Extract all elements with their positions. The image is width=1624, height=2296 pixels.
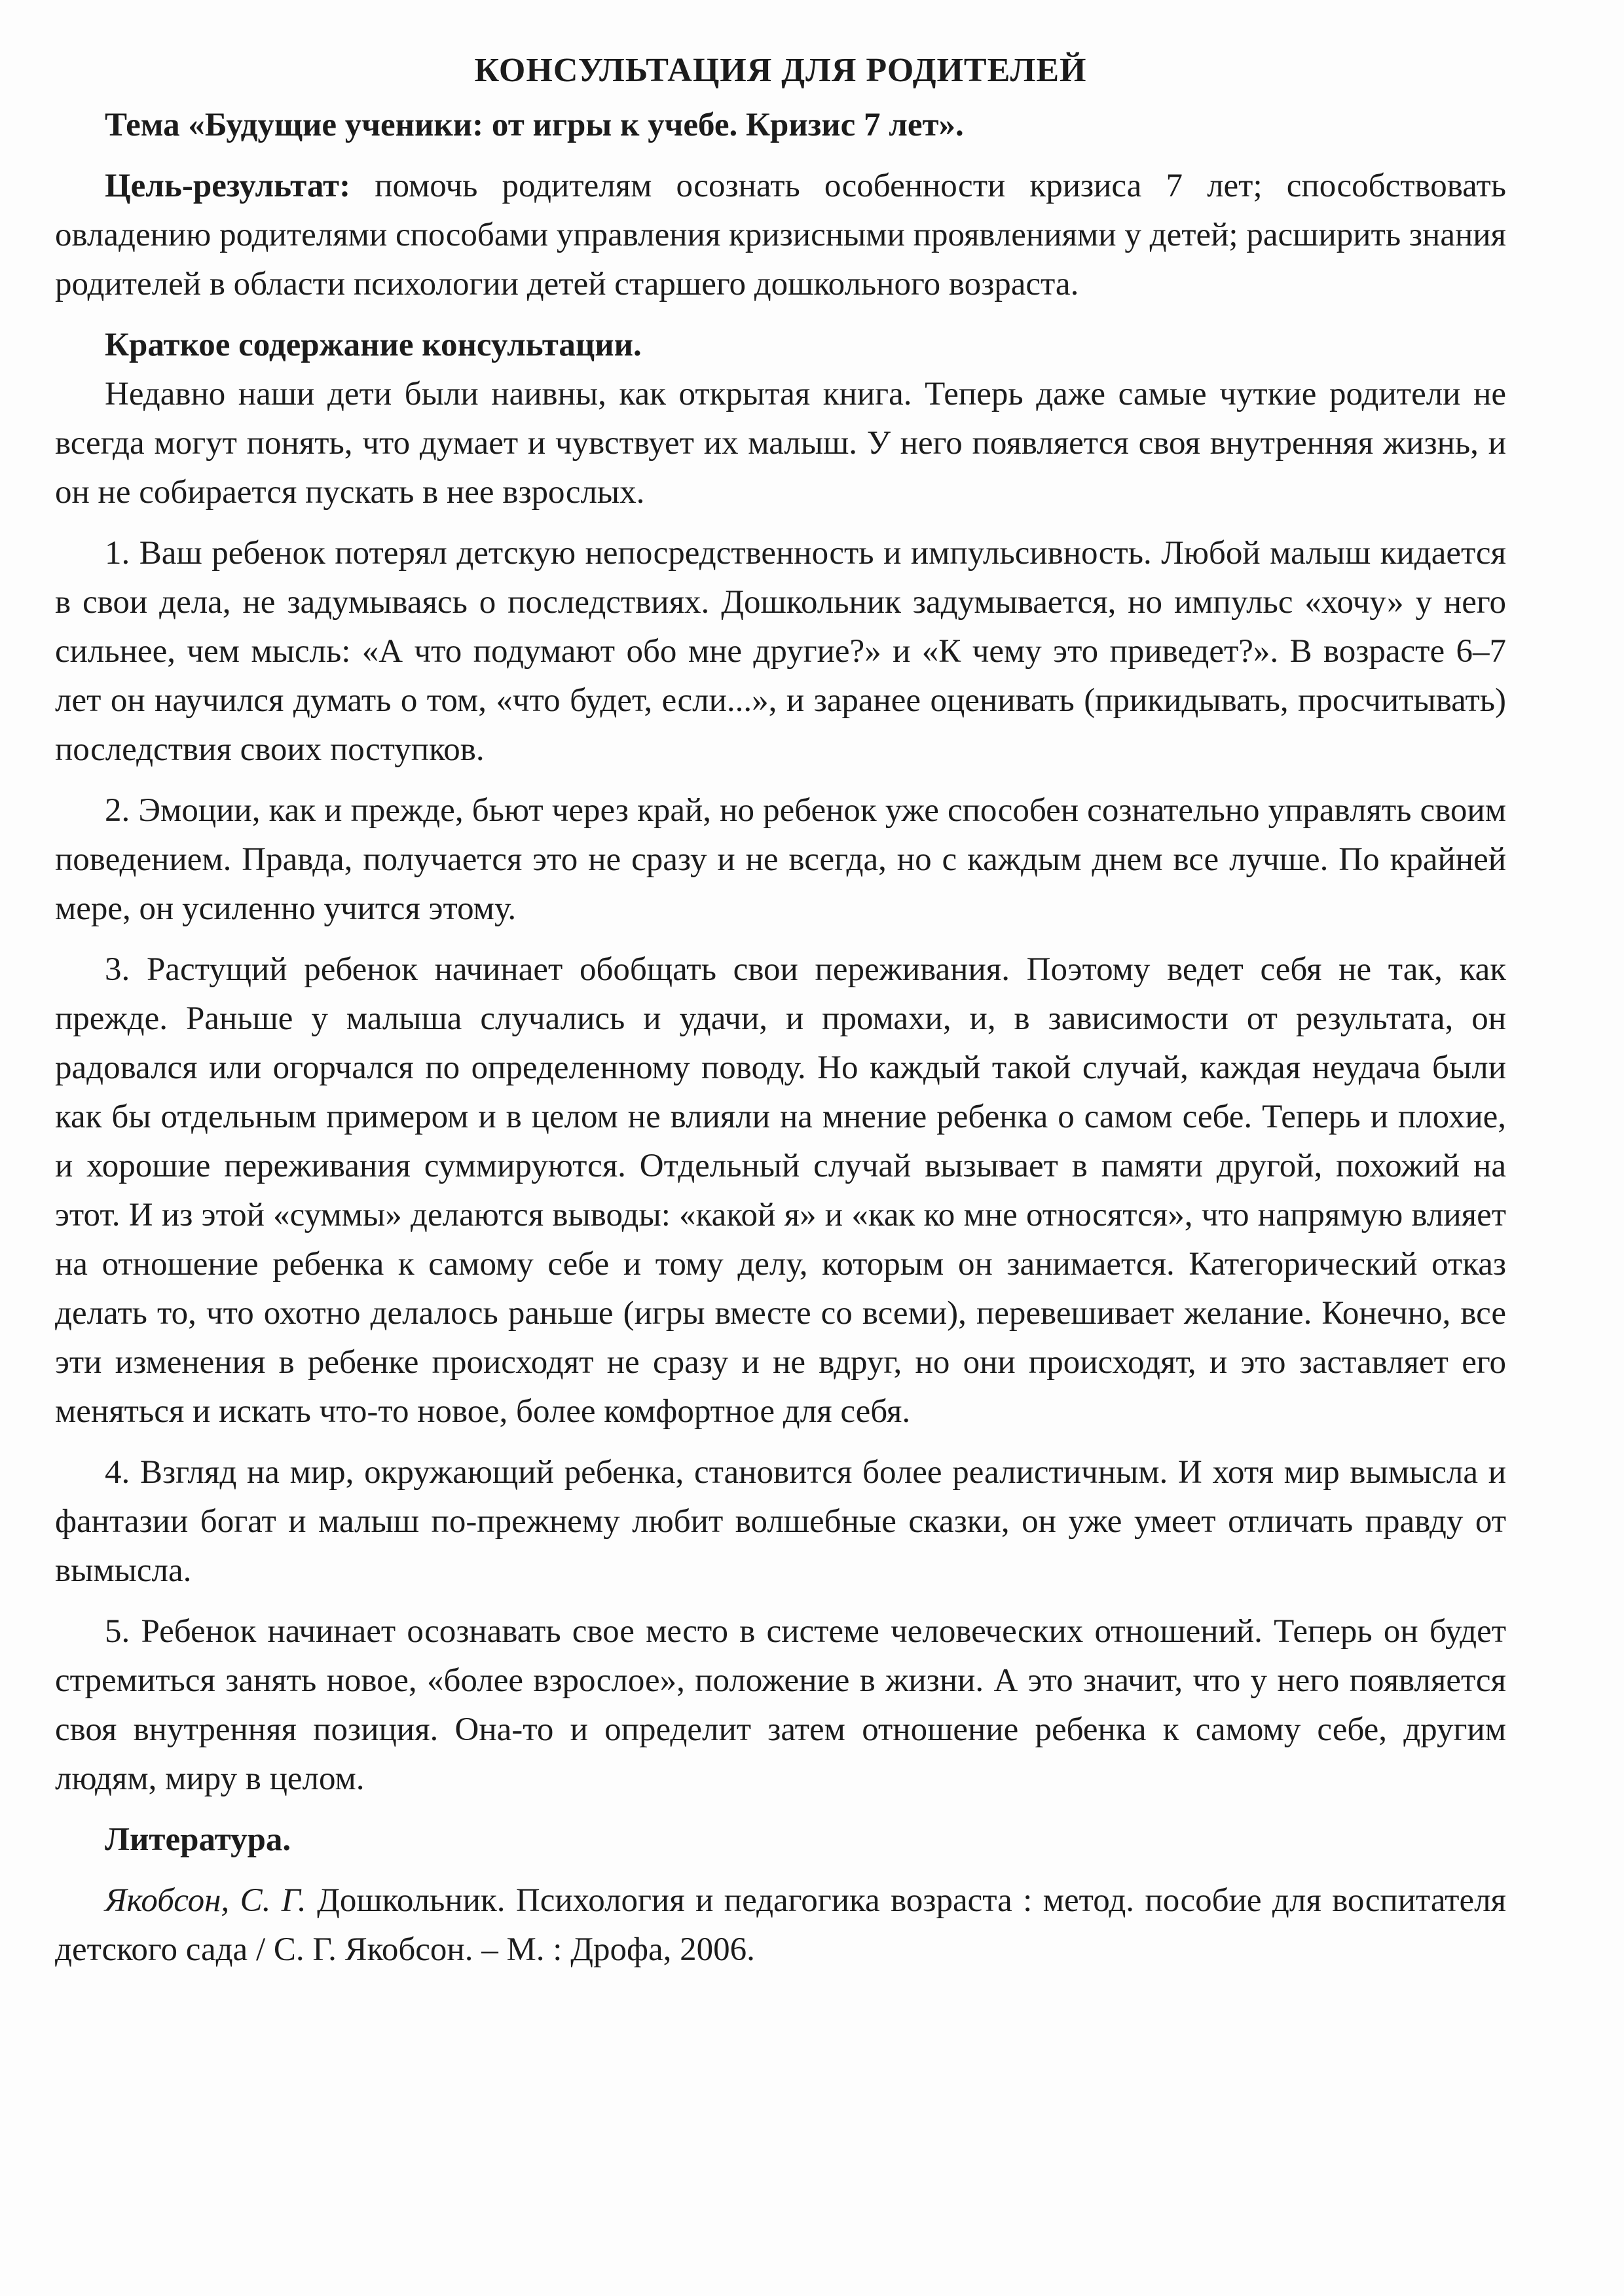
reference-entry bbox=[55, 1876, 1506, 1975]
list-item: 2. Эмоции, как и прежде, бьют через край, но ребенок уже способен сознательно управлять своим поведением. Правда, получается это не сразу и не всегда, но с каждым днем все лучше. По крайней мере, он усиленно учится этому. bbox=[55, 792, 1506, 927]
list-item: 4. Взгляд на мир, окружающий ребенка, становится более реалистичным. И хотя мир вымысла и фантазии богат и малыш по-прежнему любит волшебные сказки, он уже умеет отличать правду от вымысла. bbox=[55, 1454, 1506, 1589]
document-title: КОНСУЛЬТАЦИЯ ДЛЯ РОДИТЕЛЕЙ bbox=[474, 52, 1087, 89]
reference-text: Дошкольник. Психология и педагогика возраста : метод. пособие для воспитателя детского сада / С. Г. Якобсон. – М. : Дрофа, 2006. bbox=[55, 1882, 1506, 1968]
literature-heading: Литература. bbox=[105, 1821, 291, 1858]
list-item: 1. Ваш ребенок потерял детскую непосредственность и импульсивность. Любой малыш кидается в свои дела, не задумываясь о последствиях. Дошкольник задумывается, но импульс «хочу» у него сильнее, чем мысль: «А что подумают обо мне другие?» и «К чему это приведет?». В возрасте 6–7 лет он научился думать о том, «что будет, если...», и заранее оценивать (прикидывать, просчитывать) последствия своих поступков. bbox=[55, 535, 1506, 768]
summary-heading: Краткое содержание консультации. bbox=[105, 327, 642, 363]
reference-author: Якобсон, С. Г. bbox=[105, 1882, 306, 1919]
document-body bbox=[55, 45, 1506, 1975]
list-item: 5. Ребенок начинает осознавать свое место в системе человеческих отношений. Теперь он будет стремиться занять новое, «более взрослое», положение в жизни. А это значит, что у него появляется своя внутренняя позиция. Она-то и определит затем отношение ребенка к самому себе, другим людям, миру в целом. bbox=[55, 1613, 1506, 1797]
list-item: 3. Растущий ребенок начинает обобщать свои переживания. Поэтому ведет себя не так, как прежде. Раньше у малыша случались и удачи, и промахи, и, в зависимости от результата, он радовался или огорчался по определенному поводу. Но каждый такой случай, каждая неудача были как бы отдельным примером и в целом не влияли на мнение ребенка о самом себе. Теперь и плохие, и хорошие переживания суммируются. Отдельный случай вызывает в памяти другой, похожий на этот. И из этой «суммы» делаются выводы: «какой я» и «как ко мне относятся», что напрямую влияет на отношение ребенка к самому себе и тому делу, которым он занимается. Категорический отказ делать то, что охотно делалось раньше (игры вместе со всеми), перевешивает желание. Конечно, все эти изменения в ребенке происходят не сразу и не вдруг, но они происходят, и это заставляет его меняться и искать что-то новое, более комфортное для себя. bbox=[55, 951, 1506, 1430]
topic-line: Тема «Будущие ученики: от игры к учебе. Кризис 7 лет». bbox=[105, 107, 964, 143]
goal-text: помочь родителям осознать особенности кризиса 7 лет; способствовать овладению родителями способами управления кризисными проявлениями у детей; расширить знания родителей в области психологии детей старшего дошкольного возраста. bbox=[55, 168, 1506, 302]
goal-label: Цель-результат: bbox=[105, 168, 351, 204]
goal-paragraph bbox=[55, 162, 1506, 309]
intro-paragraph: Недавно наши дети были наивны, как открытая книга. Теперь даже самые чуткие родители не всегда могут понять, что думает и чувствует их малыш. У него появляется своя внутренняя жизнь, и он не собирается пускать в нее взрослых. bbox=[55, 376, 1506, 511]
